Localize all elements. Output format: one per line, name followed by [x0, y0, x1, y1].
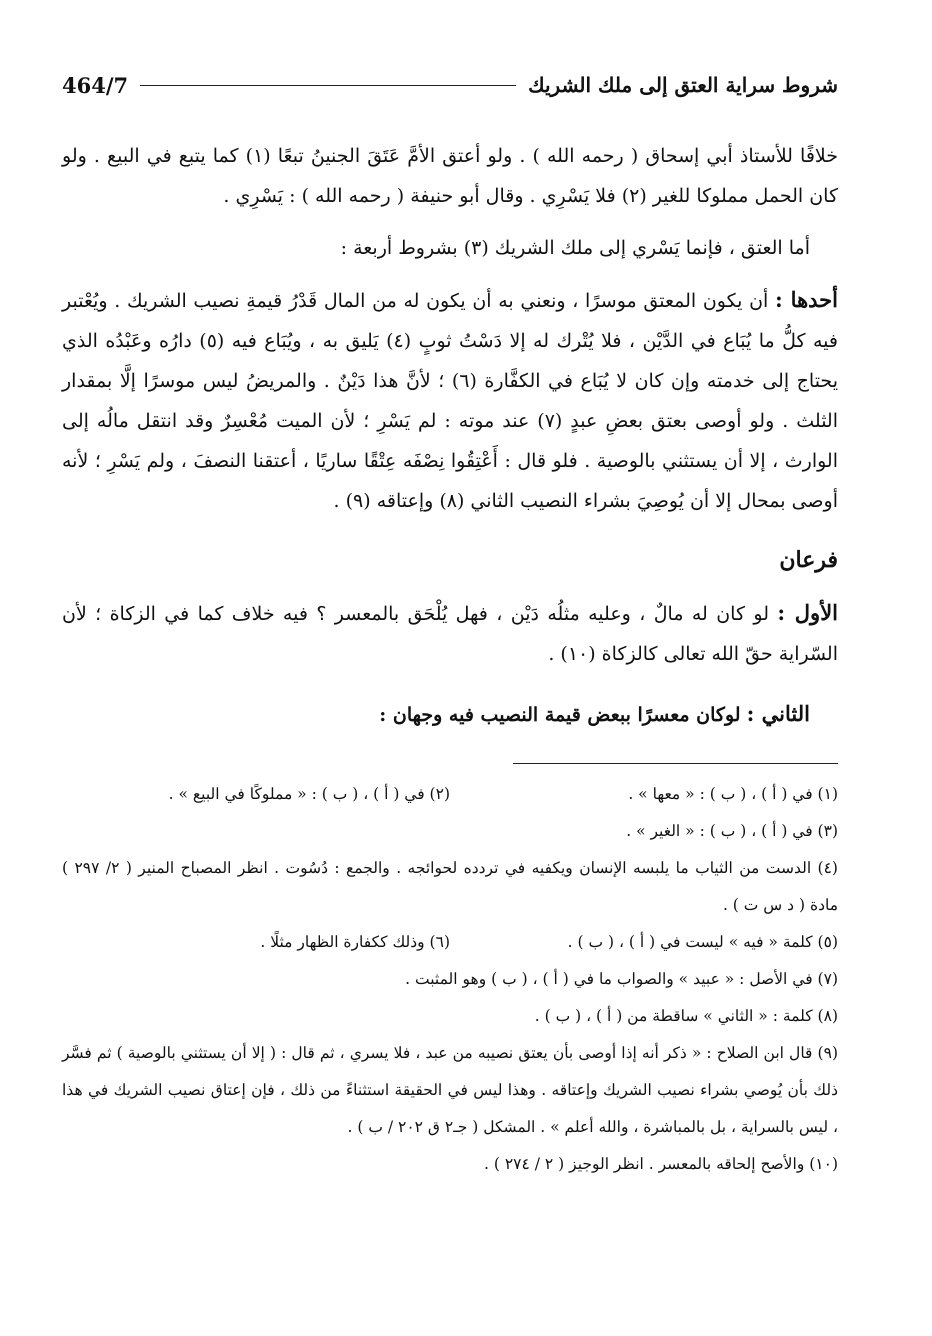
paragraph-1: خلافًا للأستاذ أبي إسحاق ( رحمه الله ) . ولو أعتق الأمَّ عَتَقَ الجنينُ تبعًا (١) كما يتبع في البيع . ولو كان الحمل مملوكا للغير (٢) فلا يَسْرِي . وقال أبو حنيفة ( رحمه الله ) : يَسْرِي . [62, 145, 838, 207]
running-header [62, 70, 838, 100]
footnote-rule [513, 763, 838, 764]
footnote-8: (٨) كلمة : « الثاني » ساقطة من ( أ ) ، ( ب ) . [534, 1007, 838, 1025]
page-number: 464/7 [62, 72, 129, 98]
paragraph-2: أما العتق ، فإنما يَسْري إلى ملك الشريك (٣) بشروط أربعة : [340, 237, 810, 259]
paragraph-4-lead: الأول : [777, 600, 838, 625]
footnote-row-2 [62, 924, 838, 961]
footnote-2: (٢) في ( أ ) ، ( ب ) : « مملوكًا في البيع » . [168, 785, 450, 803]
footnote-6: (٦) وذلك ككفارة الظهار مثلًا . [260, 933, 450, 951]
footnote-9: (٩) قال ابن الصلاح : « ذكر أنه إذا أوصى بأن يعتق نصيبه من عبد ، فلا يسري ، ثم قال : ( إلا أن يستثني بالوصية ) ثم فسَّر ذلك بأن يُوصي بشراء نصيب الشريك وإعتاقه . وهذا ليس في الحقيقة استثناءً من ذلك ، فإن إعتاق نصيب الشريك في هذا ، ليس بالسراية ، بل بالمباشرة ، والله أعلم » . المشكل ( جـ٢ ق ٢٠٢ / ب ) . [62, 1044, 838, 1136]
footnote-1: (١) في ( أ ) ، ( ب ) : « معها » . [628, 785, 838, 803]
footnote-row-1 [62, 776, 838, 813]
paragraph-5-lead: الثاني : [746, 701, 810, 726]
section-heading: فرعان [779, 547, 838, 573]
main-text [62, 136, 838, 735]
footnote-3: (٣) في ( أ ) ، ( ب ) : « الغير » . [626, 822, 838, 840]
paragraph-5-text: لوكان معسرًا ببعض قيمة النصيب فيه وجهان : [379, 704, 741, 726]
footnote-7: (٧) في الأصل : « عبيد » والصواب ما في ( أ ) ، ( ب ) وهو المثبت . [405, 970, 838, 988]
paragraph-4 [62, 593, 838, 674]
footnote-10: (١٠) والأصح إلحاقه بالمعسر . انظر الوجيز ( ٢ / ٢٧٤ ) . [484, 1155, 838, 1173]
footnotes [62, 776, 838, 1183]
paragraph-3 [62, 280, 838, 521]
paragraph-4-text: لو كان له مالٌ ، وعليه مثلُه دَيْن ، فهل يُلْحَق بالمعسر ؟ فيه خلاف كما في الزكاة ؛ لأن السّراية حقّ الله تعالى كالزكاة (١٠) . [62, 603, 838, 665]
paragraph-3-text: أن يكون المعتق موسرًا ، ونعني به أن يكون له من المال قَدْرُ قيمةِ نصيب الشريك . ويُعْتبر فيه كلُّ ما يُبَاع في الدَّيْن ، فلا يُتْرك له إلا دَسْتُ ثوبٍ (٤) يَليق به ، ويُبَاع فيه (٥) دارُه وعَبْدُه الذي يحتاج إلى خدمته وإن كان لا يُبَاع في الكفَّارة (٦) ؛ لأنَّ هذا دَيْنٌ . والمريضُ ليس موسرًا إلَّا بمقدار الثلث . ولو أوصى بعتق بعضِ عبدٍ (٧) عند موته : لم يَسْرِ ؛ لأن الميت مُعْسِرٌ وقد انتقل مالُه إلى الوارث ، إلا أن يستثني بالوصية . فلو قال : أَعْتِقُوا نِصْفَه عِتْقًا ساريًا ، أعتقنا النصفَ ، ولم يَسْرِ ؛ لأنه أوصى بمحال إلا أن يُوصِيَ بشراء النصيب الثاني (٨) وإعتاقه (٩) . [62, 290, 838, 512]
book-page [62, 70, 838, 1183]
paragraph-3-lead: أحدها : [774, 287, 838, 312]
paragraph-5 [62, 694, 838, 735]
footnote-4: (٤) الدست من الثياب ما يلبسه الإنسان ويكفيه في تردده لحوائجه . والجمع : دُسُوت . انظر المصباح المنير ( ٢/ ٢٩٧ ) مادة ( د س ت ) . [62, 859, 838, 914]
header-rule [140, 85, 516, 86]
footnote-5: (٥) كلمة « فيه » ليست في ( أ ) ، ( ب ) . [567, 933, 838, 951]
running-title: شروط سراية العتق إلى ملك الشريك [528, 73, 838, 97]
